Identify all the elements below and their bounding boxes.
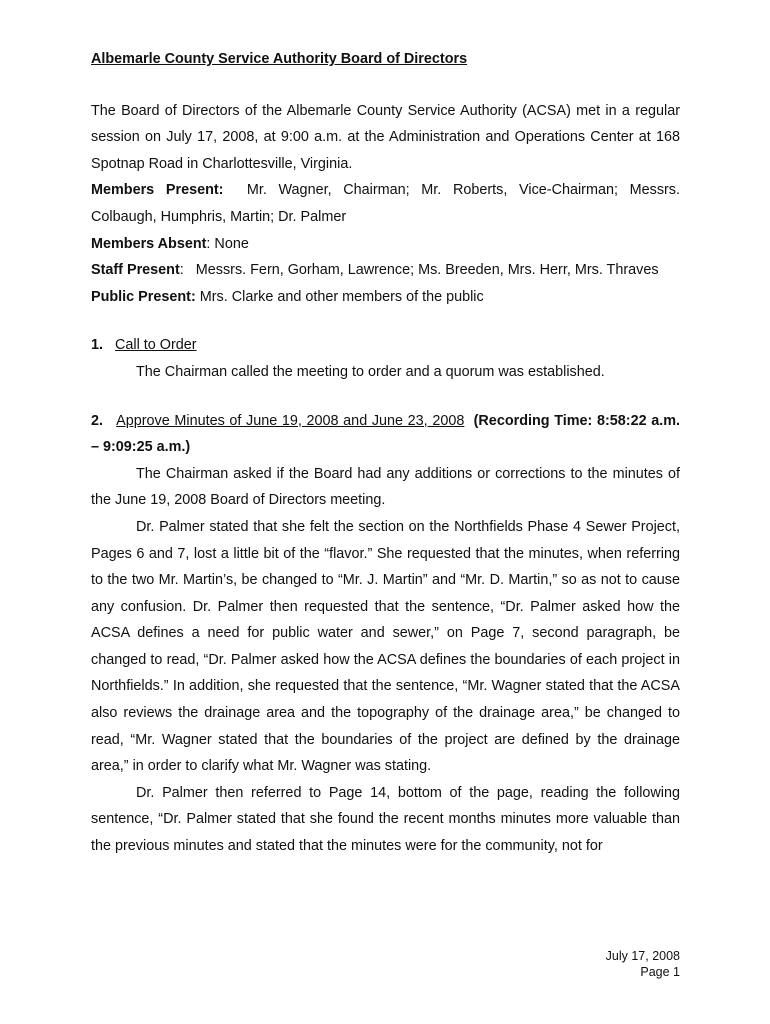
members-absent: Members Absent: None <box>91 235 249 252</box>
staff-present-value: Messrs. Fern, Gorham, Lawrence; Ms. Breeden, Mrs. Herr, Mrs. Thraves <box>195 262 659 279</box>
intro-paragraph: The Board of Directors of the Albemarle County Service Authority (ACSA) met in a regular session on July 17, 2008, at 9:00 a.m. at the Administration and Operations Center at 168 Spotnap Road in Charlottesville, Virginia. <box>91 102 680 172</box>
staff-present-label: Staff Present <box>91 262 180 279</box>
page-footer <box>606 948 680 980</box>
footer-page-number: Page 1 <box>640 965 680 979</box>
footer-date: July 17, 2008 <box>605 949 680 963</box>
members-absent-value: None <box>214 235 249 252</box>
section-1-paragraph: The Chairman called the meeting to order and a quorum was established. <box>136 363 605 380</box>
members-present-label: Members Present <box>91 182 219 199</box>
public-present <box>91 284 680 311</box>
document-body <box>91 46 680 860</box>
members-absent-label: Members Absent <box>91 235 207 252</box>
section-number-2: 2. <box>91 412 104 429</box>
staff-present: Staff Present: Messrs. Fern, Gorham, Lawrence; Ms. Breeden, Mrs. Herr, Mrs. Thraves <box>91 262 659 279</box>
section-number-1: 1. <box>91 337 104 354</box>
document-title: Albemarle County Service Authority Board of Directors <box>91 51 468 67</box>
section-heading-2 <box>91 408 680 461</box>
recording-time: (Recording Time: 8:58:22 a.m. – 9:09:25 a.m.) <box>91 412 681 456</box>
public-present-value: Mrs. Clarke and other members of the public <box>199 288 484 305</box>
section-heading-1 <box>91 332 680 359</box>
section-title-2: Approve Minutes of June 19, 2008 and June 23, 2008 <box>116 412 465 429</box>
members-present: Members Present: Mr. Wagner, Chairman; Mr. Roberts, Vice-Chairman; Messrs. Colbaugh, Humphris, Martin; Dr. Palmer <box>91 182 681 225</box>
members-present-value: Mr. Wagner, Chairman; Mr. Roberts, Vice-Chairman; Messrs. Colbaugh, Humphris, Martin; Dr. Palmer <box>91 182 681 225</box>
section-2-paragraph-3: Dr. Palmer then referred to Page 14, bottom of the page, reading the following sentence, “Dr. Palmer stated that she found the recent months minutes more valuable than the previous minutes and stated that the minutes were for the community, not for <box>91 784 680 855</box>
section-2-paragraph-2: Dr. Palmer stated that she felt the section on the Northfields Phase 4 Sewer Project, Pages 6 and 7, lost a little bit of the “flavor.” She requested that the minutes, when referring to the two Mr. Martin’s, be changed to “Mr. J. Martin” and “Mr. D. Martin,” so as not to cause any confusion. Dr. Palmer then requested that the sentence, “Dr. Palmer asked how the ACSA defines a need for public water and sewer,” on Page 7, second paragraph, be changed to read, “Dr. Palmer asked how the ACSA defines the boundaries of each project in Northfields.” In addition, she requested that the sentence, “Mr. Wagner stated that the ACSA also reviews the drainage area and the topography of the drainage area,” be changed to read, “Mr. Wagner stated that the boundaries of the project are defined by the drainage area,” in order to clarify what Mr. Wagner was stating. <box>91 518 680 775</box>
public-present-label: Public Present: <box>91 288 196 305</box>
section-2-paragraph-1: The Chairman asked if the Board had any additions or corrections to the minutes of the June 19, 2008 Board of Directors meeting. <box>91 465 680 509</box>
section-title-1: Call to Order <box>115 337 197 354</box>
